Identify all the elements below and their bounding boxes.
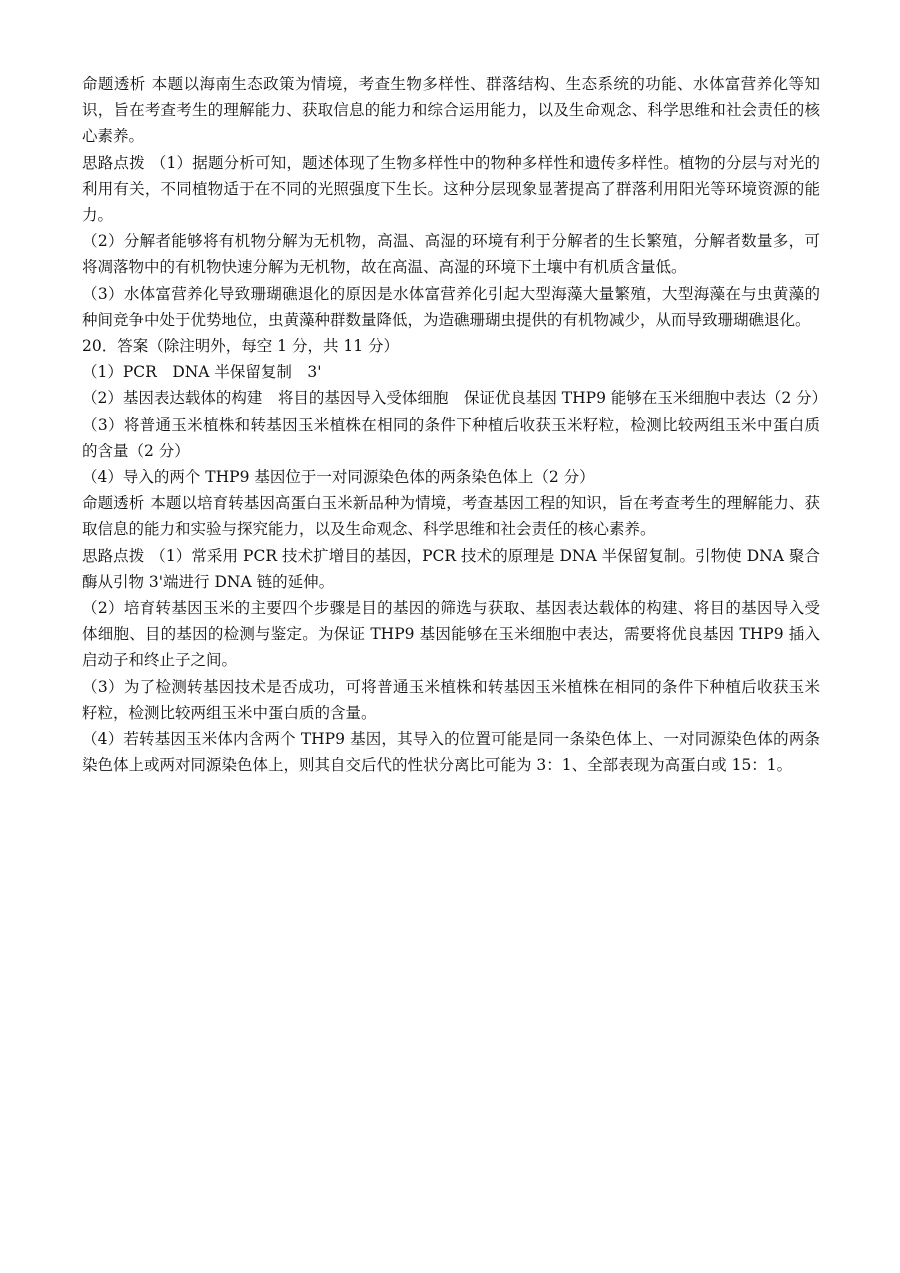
q20-answer-4: （4）导入的两个 THP9 基因位于一对同源染色体的两条染色体上（2 分） xyxy=(82,468,595,487)
q20-answer-1: （1）PCR DNA 半保留复制 3' xyxy=(82,363,322,382)
q19-analysis xyxy=(82,71,820,150)
q20-hint-4: （4）若转基因玉米体内含两个 THP9 基因，其导入的位置可能是同一条染色体上、一对同源染色体的两条染色体上或两对同源染色体上，则其自交后代的性状分离比可能为 3：1、全部表现为高蛋白或 15：1。 xyxy=(82,730,820,775)
q20-hint-1 xyxy=(82,543,820,595)
hint-label: 思路点拨 xyxy=(82,546,145,565)
analysis-label: 命题透析 xyxy=(82,494,145,513)
hint-text: （1）据题分析可知，题述体现了生物多样性中的物种多样性和遗传多样性。植物的分层与对光的利用有关，不同植物适于在不同的光照强度下生长。这种分层现象显著提高了群落利用阳光等环境资源的能力。 xyxy=(82,153,820,225)
analysis-text: 本题以培育转基因高蛋白玉米新品种为情境，考查基因工程的知识，旨在考查考生的理解能力、获取信息的能力和实验与探究能力，以及生命观念、科学思维和社会责任的核心素养。 xyxy=(82,494,820,539)
q20-answer-heading: 20．答案（除注明外，每空 1 分，共 11 分） xyxy=(82,337,400,356)
hint-label: 思路点拨 xyxy=(82,153,145,172)
q19-hint-2: （2）分解者能够将有机物分解为无机物，高温、高湿的环境有利于分解者的生长繁殖，分解者数量多，可将凋落物中的有机物快速分解为无机物，故在高温、高湿的环境下土壤中有机质含量低。 xyxy=(82,232,820,277)
hint-text: （1）常采用 PCR 技术扩增目的基因，PCR 技术的原理是 DNA 半保留复制。引物使 DNA 聚合酶从引物 3'端进行 DNA 链的延伸。 xyxy=(82,546,820,591)
q20-answer-3: （3）将普通玉米植株和转基因玉米植株在相同的条件下种植后收获玉米籽粒，检测比较两组玉米中蛋白质的含量（2 分） xyxy=(82,415,820,460)
q20-hint-2: （2）培育转基因玉米的主要四个步骤是目的基因的筛选与获取、基因表达载体的构建、将目的基因导入受体细胞、目的基因的检测与鉴定。为保证 THP9 基因能够在玉米细胞中表达，需要将优良基因 THP9 插入启动子和终止子之间。 xyxy=(82,599,820,670)
q20-hint-3: （3）为了检测转基因技术是否成功，可将普通玉米植株和转基因玉米植株在相同的条件下种植后收获玉米籽粒，检测比较两组玉米中蛋白质的含量。 xyxy=(82,677,820,722)
q19-hint-3: （3）水体富营养化导致珊瑚礁退化的原因是水体富营养化引起大型海藻大量繁殖，大型海藻在与虫黄藻的种间竞争中处于优势地位，虫黄藻种群数量降低，为造礁珊瑚虫提供的有机物减少，从而导致珊瑚礁退化。 xyxy=(82,284,820,329)
analysis-label: 命题透析 xyxy=(82,75,146,93)
q19-hint-1 xyxy=(82,150,820,229)
analysis-text: 本题以海南生态政策为情境，考查生物多样性、群落结构、生态系统的功能、水体富营养化等知识，旨在考查考生的理解能力、获取信息的能力和综合运用能力，以及生命观念、科学思维和社会责任的核心素养。 xyxy=(82,75,820,146)
q20-answer-2: （2）基因表达载体的构建 将目的基因导入受体细胞 保证优良基因 THP9 能够在玉米细胞中表达（2 分） xyxy=(82,389,828,408)
q20-analysis xyxy=(82,490,820,542)
